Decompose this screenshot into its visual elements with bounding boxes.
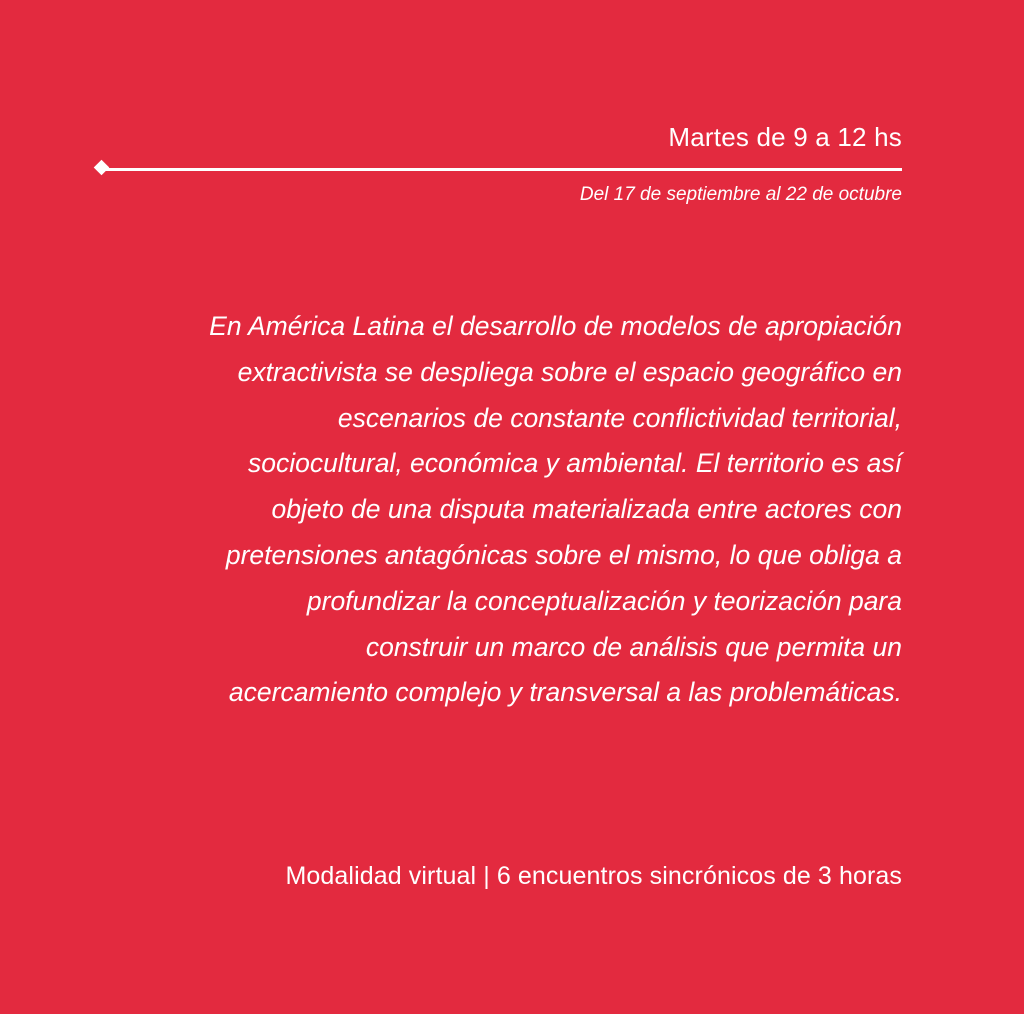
description-line: sociocultural, económica y ambiental. El territorio es así [248, 448, 902, 479]
schedule-text: Martes de 9 a 12 hs [668, 122, 902, 152]
divider-line [102, 168, 902, 171]
description-line: pretensiones antagónicas sobre el mismo, lo que obliga a [225, 539, 902, 570]
description-line: escenarios de constante conflictividad territorial, [337, 402, 902, 433]
description-line: acercamiento complejo y transversal a las problemáticas. [228, 677, 902, 708]
description-line: profundizar la conceptualización y teorización para [306, 585, 902, 616]
description-line: En América Latina el desarrollo de modelos de apropiación [209, 311, 902, 341]
divider-diamond-icon [94, 160, 110, 176]
modality-text: Modalidad virtual | 6 encuentros sincrónicos de 3 horas [285, 862, 902, 890]
description-line: extractivista se despliega sobre el espacio geográfico en [237, 356, 902, 387]
dates-text: Del 17 de septiembre al 22 de octubre [579, 184, 902, 205]
description-line: objeto de una disputa materializada entre actores con [271, 494, 902, 525]
description-line: construir un marco de análisis que permita un [365, 631, 902, 662]
course-description [142, 304, 902, 716]
